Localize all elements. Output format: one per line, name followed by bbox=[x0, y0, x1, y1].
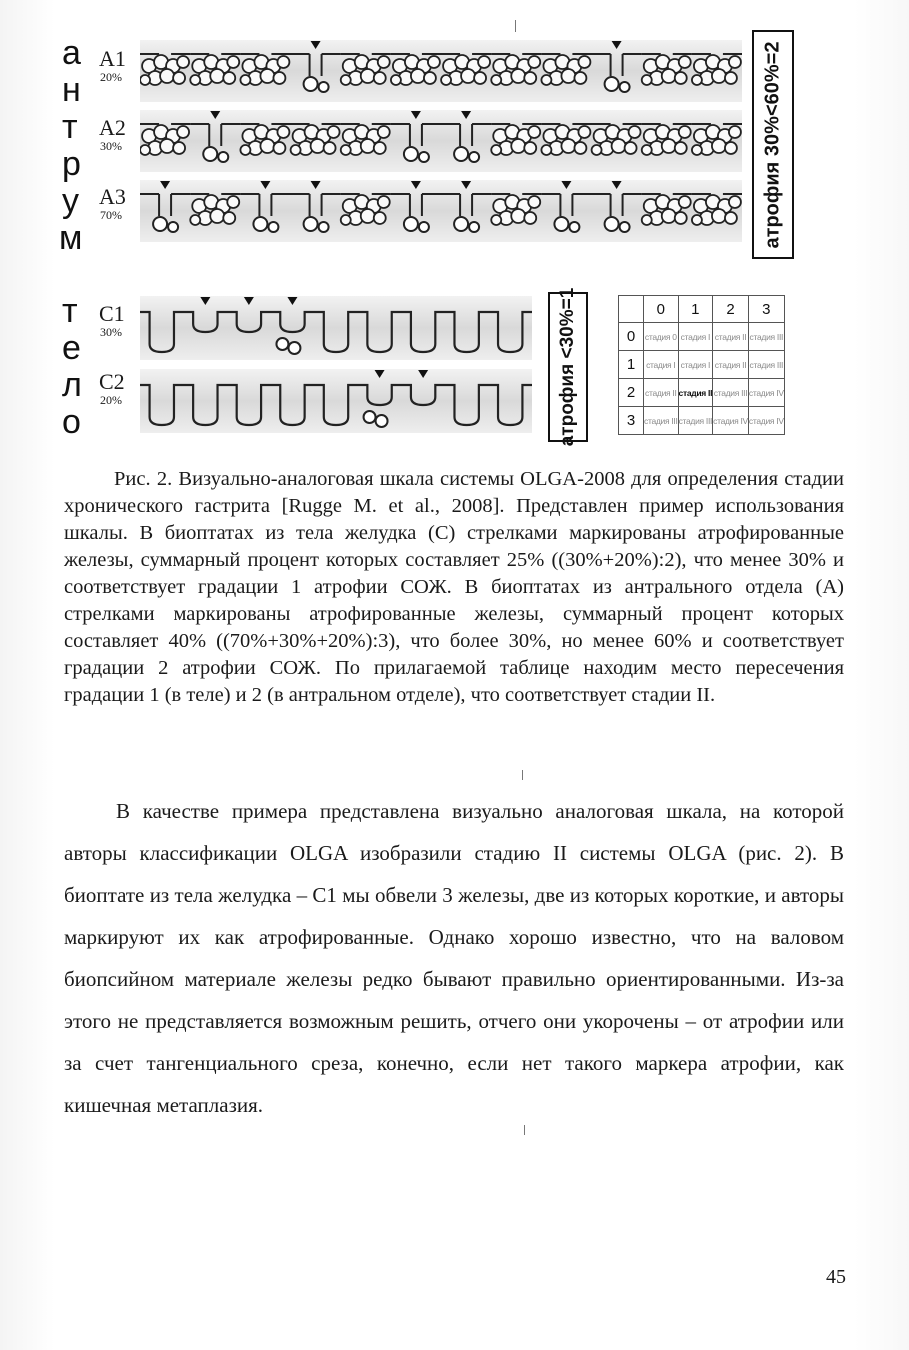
row-pct-a3: 70% bbox=[100, 208, 122, 222]
stage-table bbox=[618, 295, 785, 435]
row-label-a1: A1 bbox=[99, 46, 126, 71]
stage-col-header: 1 bbox=[678, 296, 713, 323]
row-pct-c2: 20% bbox=[100, 393, 122, 407]
antrum-atrophy-label: атрофия 30%<60%=2 bbox=[761, 41, 784, 248]
stage-row-header: 1 bbox=[619, 351, 644, 379]
stage-cell: стадия IV bbox=[748, 407, 784, 435]
metaplasia-acinus bbox=[376, 415, 388, 427]
metaplasia-acinus bbox=[364, 411, 376, 423]
body-strip-c1 bbox=[140, 296, 532, 360]
body-letter: о bbox=[62, 403, 81, 441]
stage-cell: стадия III bbox=[713, 379, 749, 407]
stage-cell-highlighted: стадия II bbox=[678, 379, 713, 407]
metaplasia-acinus bbox=[288, 342, 300, 354]
body-letter: т bbox=[62, 292, 78, 330]
row-pct-c1: 30% bbox=[100, 325, 122, 339]
row-label-a2: A2 bbox=[99, 115, 126, 140]
stage-cell: стадия 0 bbox=[644, 323, 679, 351]
stage-cell: стадия II bbox=[644, 379, 679, 407]
antrum-letter: у bbox=[62, 182, 79, 220]
stage-row-header: 0 bbox=[619, 323, 644, 351]
antrum-strip-a1 bbox=[140, 40, 742, 102]
antrum-atrophy-box bbox=[752, 30, 794, 259]
antrum-letter: р bbox=[62, 145, 81, 183]
body-atrophy-box bbox=[548, 287, 588, 447]
stage-cell: стадия I bbox=[644, 351, 679, 379]
body-paragraph: В качестве примера представлена визуально аналоговая шкала, на которой авторы классификации OLGA изобразили стадию II системы OLGA (рис. 2). В биоптате из тела желудка – С1 мы обвели 3 железы, две из которых короткие, и авторы маркируют их как атрофированные. Однако хорошо известно, что на валовом биопсийном материале железы редко бывают правильно ориентированными. Из-за этого не представляется возможным решить, отчего они укорочены – от атрофии или за счет тангенциального среза, конечно, если нет такого маркера атрофии, как кишечная метаплазия. bbox=[64, 799, 844, 1117]
antrum-letter: н bbox=[62, 71, 81, 109]
stage-table-header bbox=[619, 296, 785, 323]
stage-cell: стадия III bbox=[678, 407, 713, 435]
stage-cell: стадия III bbox=[748, 351, 784, 379]
stage-cell: стадия I bbox=[678, 323, 713, 351]
stage-table-corner bbox=[619, 296, 644, 323]
antrum-letter: а bbox=[62, 34, 81, 72]
stage-table-row bbox=[619, 379, 785, 407]
stage-cell: стадия IV bbox=[748, 379, 784, 407]
stage-col-header: 0 bbox=[644, 296, 679, 323]
stage-cell: стадия III bbox=[748, 323, 784, 351]
stage-cell: стадия I bbox=[678, 351, 713, 379]
scan-artifact bbox=[522, 770, 523, 780]
body-paragraph-block bbox=[64, 790, 844, 1126]
stage-cell: стадия III bbox=[644, 407, 679, 435]
body-atrophy-label: атрофия <30%=1 bbox=[557, 287, 578, 447]
stage-table-row bbox=[619, 407, 785, 435]
caption-text: Рис. 2. Визуально-аналоговая шкала системы OLGA-2008 для определения стадии хронического гастрита [Rugge M. et al., 2008]. Представлен пример использования шкалы. В биоптатах из тела желудка (С) стрелками маркированы атрофированные железы, суммарный процент которых составляет 25% ((30%+20%):2), что менее 30% и соответствует градации 1 атрофии СОЖ. В биоптатах из антрального отдела (А) стрелками маркированы атрофированные железы, суммарный процент которых составляет 40% ((70%+30%+20%):3), что более 30%, но менее 60% и соответствует градации 2 атрофии СОЖ. По прилагаемой таблице находим место пересечения градации 1 (в теле) и 2 (в антральном отделе), что соответствует стадии II. bbox=[64, 468, 844, 706]
row-label-a3: A3 bbox=[99, 184, 126, 209]
row-label-c1: C1 bbox=[99, 301, 125, 326]
metaplasia-acinus bbox=[276, 338, 288, 350]
stage-cell: стадия II bbox=[713, 323, 749, 351]
stage-table-row bbox=[619, 351, 785, 379]
body-strip-c2 bbox=[140, 369, 532, 433]
scan-artifact bbox=[524, 1125, 525, 1135]
figure-caption bbox=[64, 466, 844, 709]
stage-col-header: 2 bbox=[713, 296, 749, 323]
antrum-letter: м bbox=[59, 219, 83, 257]
stage-row-header: 3 bbox=[619, 407, 644, 435]
antrum-strip-a2 bbox=[140, 110, 742, 172]
stage-row-header: 2 bbox=[619, 379, 644, 407]
stage-cell: стадия II bbox=[713, 351, 749, 379]
row-pct-a2: 30% bbox=[100, 139, 122, 153]
antrum-letter: т bbox=[62, 108, 78, 146]
body-letter: е bbox=[62, 329, 81, 367]
stage-col-header: 3 bbox=[748, 296, 784, 323]
body-letter: л bbox=[62, 366, 82, 404]
row-label-c2: C2 bbox=[99, 369, 125, 394]
antrum-strip-a3 bbox=[140, 180, 742, 242]
stage-cell: стадия IV bbox=[713, 407, 749, 435]
page-number: 45 bbox=[826, 1266, 846, 1288]
stage-table-row bbox=[619, 323, 785, 351]
row-pct-a1: 20% bbox=[100, 70, 122, 84]
scan-artifact bbox=[515, 20, 516, 32]
